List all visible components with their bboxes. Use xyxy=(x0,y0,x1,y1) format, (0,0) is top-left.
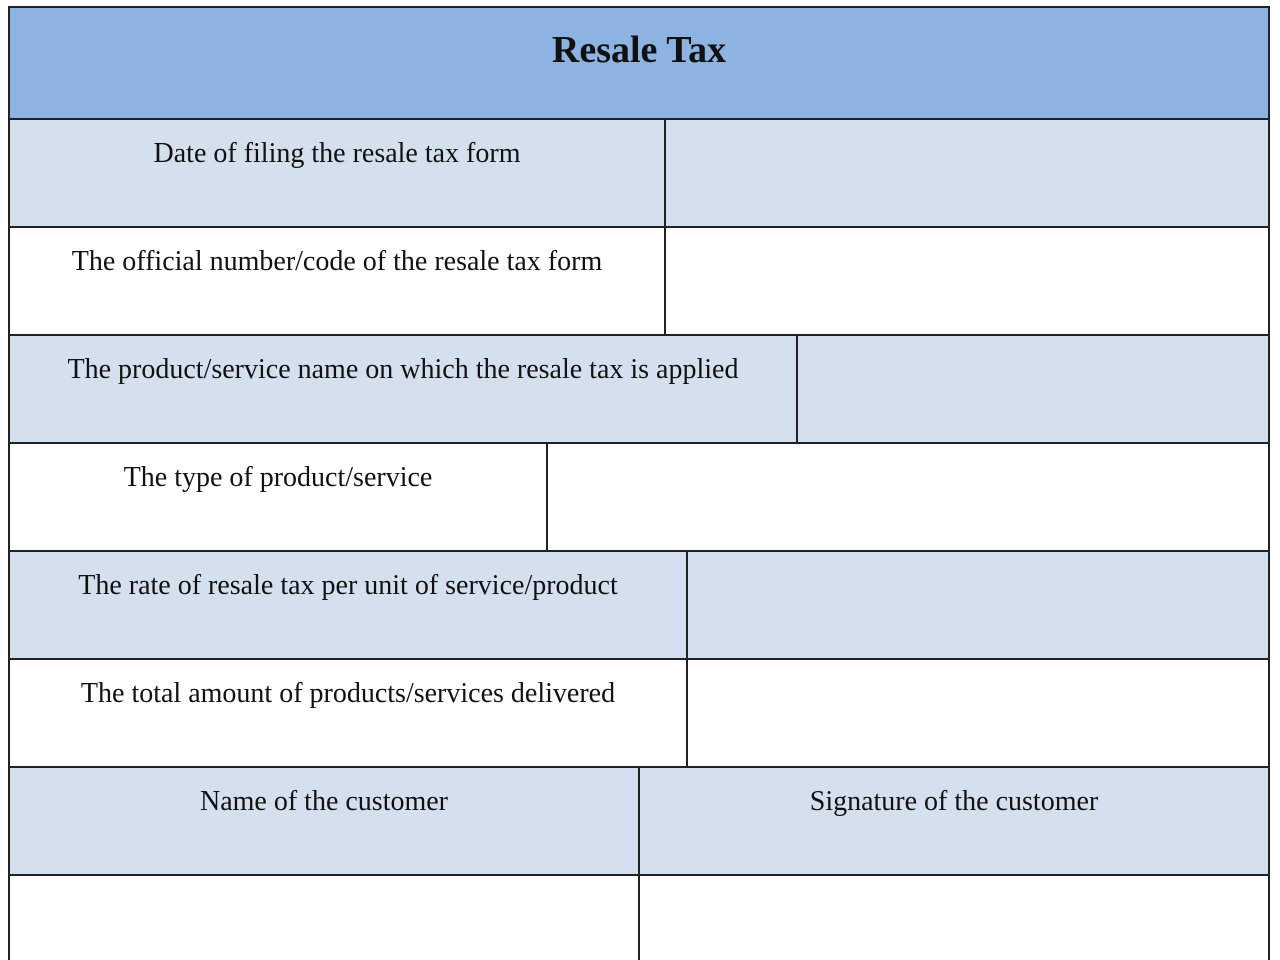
customer-signature-label-cell xyxy=(640,768,1268,874)
form-row-date xyxy=(10,120,1268,228)
resale-tax-form xyxy=(8,6,1270,960)
field-label-product-type: The type of product/service xyxy=(123,462,433,493)
form-row-total-amount xyxy=(10,660,1268,768)
customer-name-field[interactable] xyxy=(10,876,640,960)
form-header xyxy=(10,8,1268,120)
product-name-field[interactable] xyxy=(798,336,1268,442)
field-label-cell xyxy=(10,120,666,226)
tax-rate-field[interactable] xyxy=(688,552,1268,658)
field-label-official-number: The official number/code of the resale tax form xyxy=(71,246,603,277)
field-label-cell xyxy=(10,444,548,550)
field-label-cell xyxy=(10,228,666,334)
field-label-cell xyxy=(10,336,798,442)
official-number-field[interactable] xyxy=(666,228,1268,334)
form-row-product-name xyxy=(10,336,1268,444)
total-amount-field[interactable] xyxy=(688,660,1268,766)
form-title: Resale Tax xyxy=(551,29,727,71)
date-of-filing-field[interactable] xyxy=(666,120,1268,226)
field-label-total-amount: The total amount of products/services delivered xyxy=(80,678,616,709)
field-label-tax-rate: The rate of resale tax per unit of service/product xyxy=(78,570,618,601)
field-label-product-name: The product/service name on which the resale tax is applied xyxy=(67,354,739,385)
field-label-cell xyxy=(10,660,688,766)
customer-signature-label: Signature of the customer xyxy=(809,786,1099,817)
form-row-product-type xyxy=(10,444,1268,552)
form-row-customer-values xyxy=(10,876,1268,960)
customer-name-label: Name of the customer xyxy=(199,786,449,817)
field-label-date: Date of filing the resale tax form xyxy=(153,138,521,169)
form-row-customer-labels xyxy=(10,768,1268,876)
product-type-field[interactable] xyxy=(548,444,1268,550)
customer-name-label-cell xyxy=(10,768,640,874)
form-row-tax-rate xyxy=(10,552,1268,660)
form-row-official-number xyxy=(10,228,1268,336)
customer-signature-field[interactable] xyxy=(640,876,1268,960)
field-label-cell xyxy=(10,552,688,658)
